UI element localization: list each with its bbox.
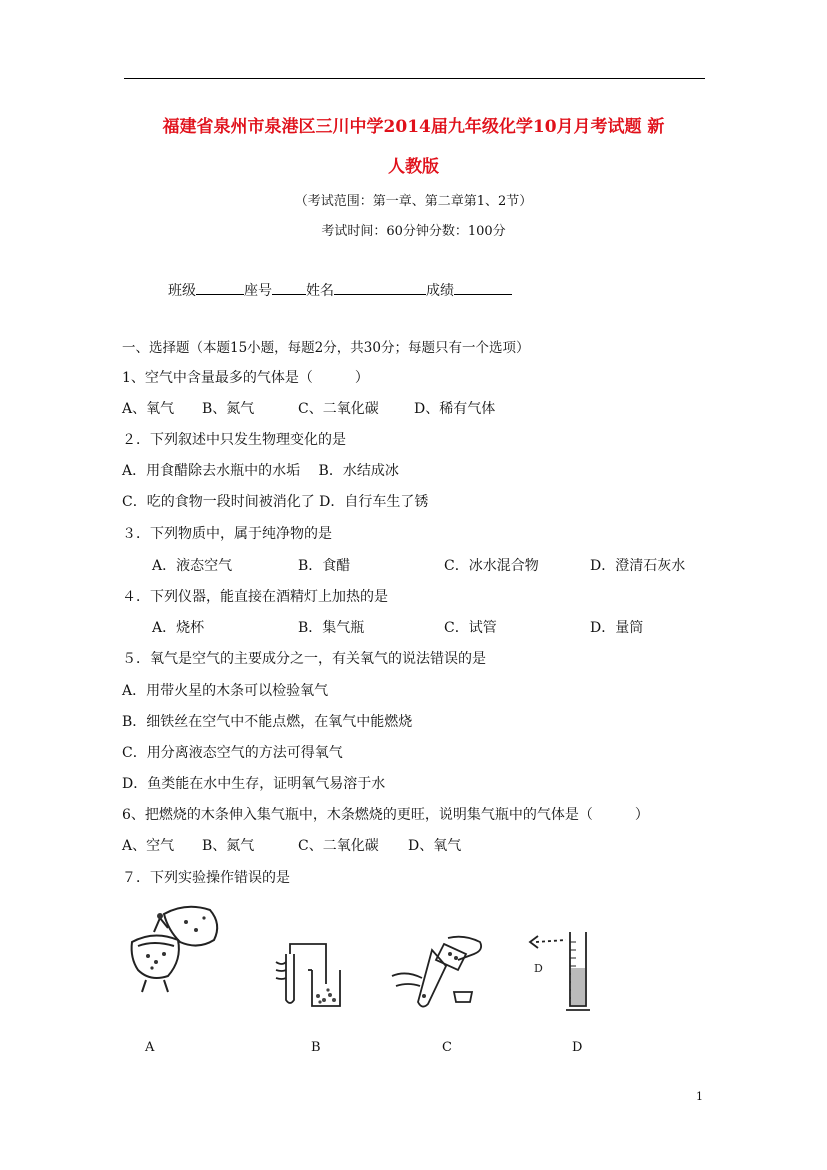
q1-option-a: A、氧气 bbox=[122, 401, 175, 417]
figure-label-c: C bbox=[442, 1040, 452, 1055]
q1-option-d: D、稀有气体 bbox=[414, 401, 496, 417]
q2-options-line2: C．吃的食物一段时间被消化了 D．自行车生了锈 bbox=[122, 494, 429, 510]
name-blank[interactable] bbox=[334, 280, 426, 295]
q1-option-c: C、二氧化碳 bbox=[298, 401, 379, 417]
q5-option-d: D．鱼类能在水中生存，证明氧气易溶于水 bbox=[122, 776, 386, 792]
q3-option-b: B．食醋 bbox=[298, 558, 351, 574]
figure-d-image bbox=[526, 928, 596, 1014]
q6-option-a: A、空气 bbox=[122, 838, 175, 854]
q6-option-c: C、二氧化碳 bbox=[298, 838, 379, 854]
q7-stem: ７．下列实验操作错误的是 bbox=[122, 870, 290, 886]
q3-stem: ３．下列物质中，属于纯净物的是 bbox=[122, 526, 332, 542]
class-label: 班级 bbox=[168, 283, 196, 299]
section-heading: 一、选择题（本题15小题，每题2分，共30分；每题只有一个选项） bbox=[122, 340, 530, 356]
seat-label: 座号 bbox=[244, 283, 272, 299]
q3-option-a: A．液态空气 bbox=[152, 558, 233, 574]
score-blank[interactable] bbox=[454, 280, 512, 295]
q5-option-c: C．用分离液态空气的方法可得氧气 bbox=[122, 745, 343, 761]
title-line-2: 人教版 bbox=[388, 157, 439, 177]
q4-option-a: A．烧杯 bbox=[152, 620, 205, 636]
score-label: 成绩 bbox=[426, 283, 454, 299]
figure-label-d: D bbox=[572, 1040, 583, 1055]
q1-option-b: B、氮气 bbox=[202, 401, 255, 417]
top-rule bbox=[124, 78, 705, 79]
page-number: 1 bbox=[696, 1090, 703, 1103]
name-label: 姓名 bbox=[306, 283, 334, 299]
q6-stem: 6、把燃烧的木条伸入集气瓶中，木条燃烧的更旺，说明集气瓶中的气体是（ ） bbox=[122, 807, 649, 823]
q5-option-b: B．细铁丝在空气中不能点燃，在氧气中能燃烧 bbox=[122, 714, 413, 730]
q4-stem: ４．下列仪器，能直接在酒精灯上加热的是 bbox=[122, 589, 388, 605]
figure-a-image bbox=[124, 900, 234, 1000]
figure-label-a: A bbox=[145, 1040, 155, 1055]
q2-stem: ２．下列叙述中只发生物理变化的是 bbox=[122, 432, 346, 448]
q6-option-b: B、氮气 bbox=[202, 838, 255, 854]
q3-option-d: D．澄清石灰水 bbox=[590, 558, 686, 574]
figure-b-image bbox=[268, 940, 348, 1012]
q3-option-c: C．冰水混合物 bbox=[444, 558, 539, 574]
title-line-1: 福建省泉州市泉港区三川中学2014届九年级化学10月月考试题 新 bbox=[162, 117, 665, 137]
q6-option-d: D、氧气 bbox=[408, 838, 462, 854]
student-info-line bbox=[168, 280, 512, 300]
q5-option-a: A．用带火星的木条可以检验氧气 bbox=[122, 683, 329, 699]
exam-time: 考试时间：60分钟分数：100分 bbox=[321, 224, 506, 239]
q2-options-line1: A．用食醋除去水瓶中的水垢 B．水结成冰 bbox=[122, 463, 399, 479]
seat-blank[interactable] bbox=[272, 280, 306, 295]
q5-stem: ５．氧气是空气的主要成分之一，有关氧气的说法错误的是 bbox=[122, 651, 486, 667]
q1-stem: 1、空气中含量最多的气体是（ ） bbox=[122, 370, 369, 386]
class-blank[interactable] bbox=[196, 280, 244, 295]
q4-option-c: C．试管 bbox=[444, 620, 497, 636]
figure-label-b: B bbox=[311, 1040, 321, 1055]
q4-option-d: D．量筒 bbox=[590, 620, 644, 636]
figure-d-letter: D bbox=[534, 962, 543, 975]
figure-c-image bbox=[388, 930, 488, 1020]
q4-option-b: B．集气瓶 bbox=[298, 620, 365, 636]
exam-scope: （考试范围：第一章、第二章第1、2节） bbox=[294, 194, 533, 209]
